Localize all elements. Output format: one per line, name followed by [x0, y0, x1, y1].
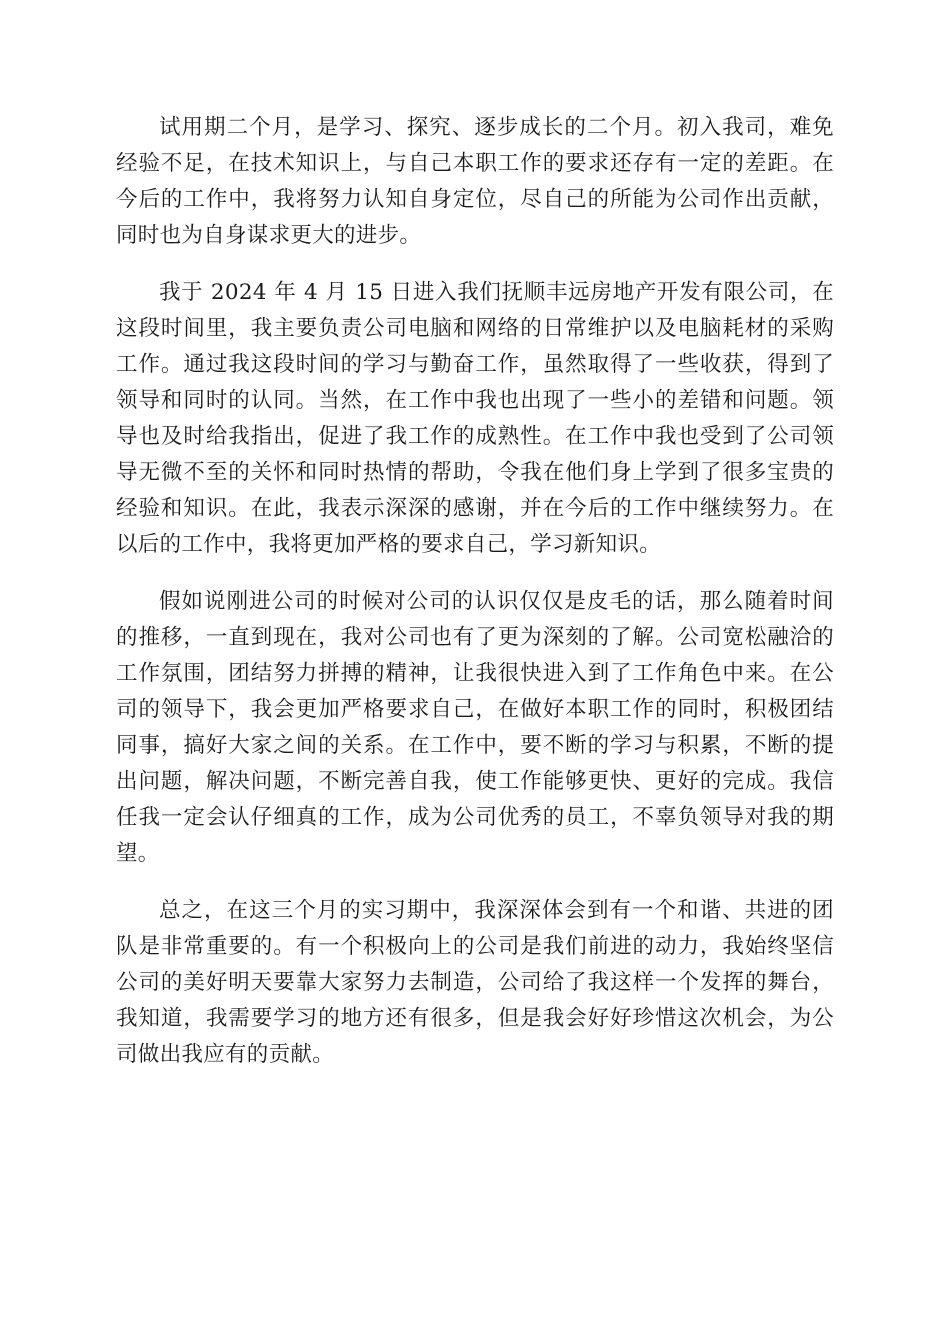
- paragraph-2: 我于 2024 年 4 月 15 日进入我们抚顺丰远房地产开发有限公司，在这段时间里，我主要负责公司电脑和网络的日常维护以及电脑耗材的采购工作。通过我这段时间的学习与勤奋工作，虽然取得了一些收获，得到了领导和同时的认同。当然，在工作中我也出现了一些小的差错和问题。领导也及时给我指出，促进了我工作的成熟性。在工作中我也受到了公司领导无微不至的关怀和同时热情的帮助，令我在他们身上学到了很多宝贵的经验和知识。在此，我表示深深的感谢，并在今后的工作中继续努力。在以后的工作中，我将更加严格的要求自己，学习新知识。: [116, 280, 834, 557]
- document-body: [116, 110, 834, 1073]
- paragraph-1: 试用期二个月，是学习、探究、逐步成长的二个月。初入我司，难免经验不足，在技术知识上，与自己本职工作的要求还存有一定的差距。在今后的工作中，我将努力认知自身定位，尽自己的所能为公司作出贡献，同时也为自身谋求更大的进步。: [116, 115, 834, 248]
- paragraph-3: 假如说刚进公司的时候对公司的认识仅仅是皮毛的话，那么随着时间的推移，一直到现在，我对公司也有了更为深刻的了解。公司宽松融洽的工作氛围，团结努力拼搏的精神，让我很快进入到了工作角色中来。在公司的领导下，我会更加严格要求自己，在做好本职工作的同时，积极团结同事，搞好大家之间的关系。在工作中，要不断的学习与积累，不断的提出问题，解决问题，不断完善自我，使工作能够更快、更好的完成。我信任我一定会认仔细真的工作，成为公司优秀的员工，不辜负领导对我的期望。: [116, 589, 834, 866]
- paragraph-4: 总之，在这三个月的实习期中，我深深体会到有一个和谐、共进的团队是非常重要的。有一个积极向上的公司是我们前进的动力，我始终坚信公司的美好明天要靠大家努力去制造，公司给了我这样一个发挥的舞台，我知道，我需要学习的地方还有很多，但是我会好好珍惜这次机会，为公司做出我应有的贡献。: [116, 898, 834, 1067]
